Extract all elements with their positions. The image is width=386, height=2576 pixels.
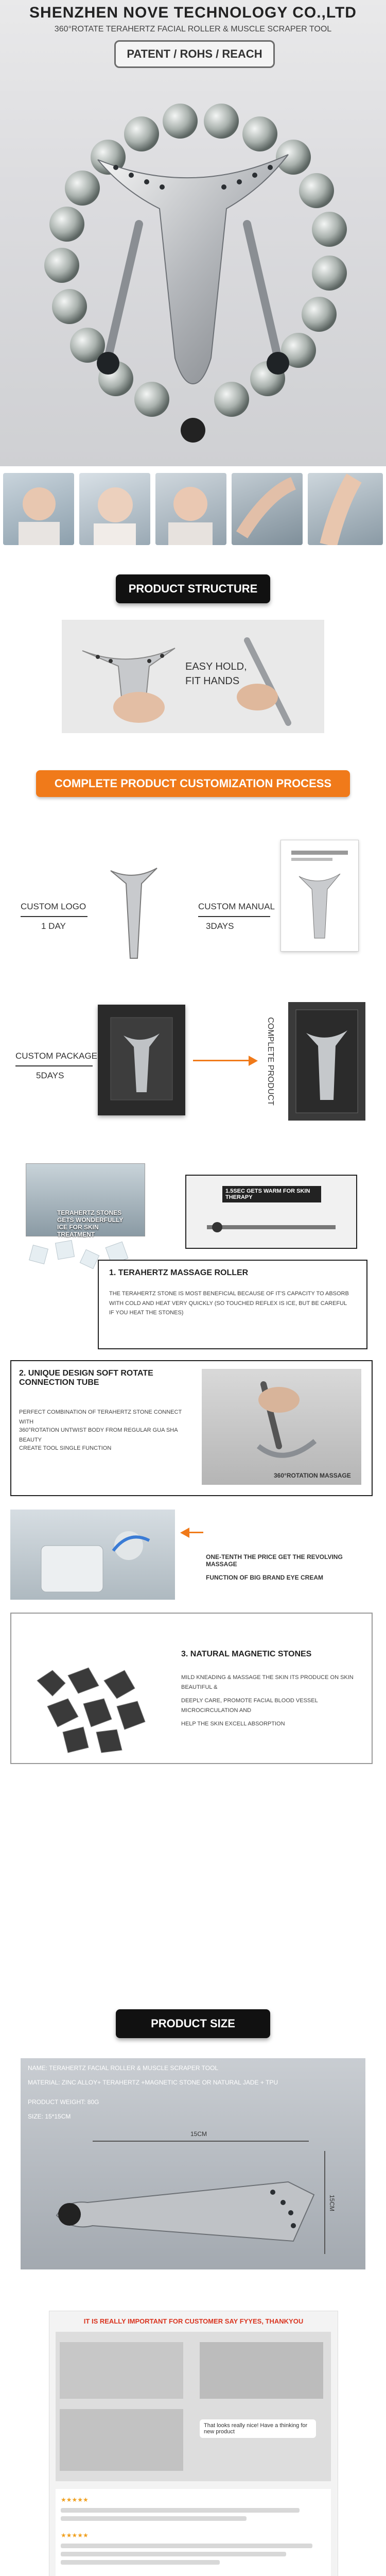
- customization-title: COMPLETE PRODUCT CUSTOMIZATION PROCESS: [36, 770, 350, 797]
- feature-2-card: [10, 1360, 373, 1496]
- custom-package-label: CUSTOM PACKAGE: [15, 1051, 98, 1061]
- feature-2-text-1: PERFECT COMBINATION OF TERAHERTZ STONE CONNECT WITH: [19, 1409, 182, 1425]
- review-item: [61, 2489, 326, 2521]
- thumbnail-3: [155, 473, 226, 545]
- feature-2-title: 2. UNIQUE DESIGN SOFT ROTATE CONNECTION TUBE: [19, 1369, 153, 1387]
- review-list: [56, 2489, 331, 2576]
- feature-1-title: 1. TERAHERTZ MASSAGE ROLLER: [109, 1268, 249, 1277]
- ice-caption: TERAHERTZ STONES GETS WONDERFULLY ICE FOR SKIN TREATMENT: [57, 1209, 124, 1238]
- feature-3-text-3: HELP THE SKIN EXCELL ABSORPTION: [181, 1721, 285, 1727]
- feature-2-text-2: 360°ROTATION UNTWIST BODY FROM REGULAR GUA SHA BEAUTY: [19, 1427, 178, 1443]
- width-dimension-line: [93, 2141, 309, 2142]
- chat-bubble: That looks really nice! Have a thinking for new product: [200, 2419, 316, 2438]
- hero-product-image: [21, 70, 365, 461]
- size-material: MATERIAL: ZINC ALLOY+ TERAHERTZ +MAGNETIC STONE OR NATURAL JADE + TPU: [28, 2079, 278, 2086]
- ice-photo: [26, 1163, 145, 1236]
- feature-3-text-1: MILD KNEADING & MASSAGE THE SKIN ITS PRODUCE ON SKIN BEAUTIFUL &: [181, 1674, 354, 1690]
- complete-product-box: [288, 1002, 365, 1121]
- size-name: NAME: TERAHERTZ FACIAL ROLLER & MUSCLE SCRAPER TOOL: [28, 2064, 219, 2072]
- size-panel: [21, 2058, 365, 2269]
- feature-3-text-2: DEEPLY CARE, PROMOTE FACIAL BLOOD VESSEL MICROCIRCULATION AND: [181, 1698, 318, 1714]
- feature-2-note-2: FUNCTION OF BIG BRAND EYE CREAM: [206, 1574, 323, 1581]
- complete-product-label: COMPLETE PRODUCT: [266, 1017, 275, 1106]
- feedback-panel: [49, 2311, 338, 2576]
- custom-logo-label: CUSTOM LOGO: [21, 902, 86, 911]
- custom-logo-product: [106, 855, 162, 969]
- magnetic-stones-photo: [16, 1650, 171, 1758]
- process-arrow-head: [249, 1056, 258, 1066]
- eye-cream-photo: [10, 1510, 175, 1600]
- warm-caption: 1.5SEC GETS WARM FOR SKIN THERAPY: [222, 1186, 321, 1202]
- structure-photo: [62, 620, 324, 733]
- width-label: 15CM: [190, 2130, 207, 2138]
- usage-thumbnail-strip: [0, 469, 386, 549]
- feature-2-note-1: ONE-TENTH THE PRICE GET THE REVOLVING MASSAGE: [206, 1553, 343, 1568]
- feedback-banner: IT IS REALLY IMPORTANT FOR CUSTOMER SAY FYYES, THANKYOU: [83, 2317, 304, 2325]
- feature-2-text-3: CREATE TOOL SINGLE FUNCTION: [19, 1445, 112, 1451]
- product-structure-section: [0, 616, 386, 739]
- certification-badge: PATENT / ROHS / REACH: [114, 40, 275, 68]
- custom-manual-time: 3DAYS: [206, 921, 234, 931]
- process-arrow-line: [193, 1060, 250, 1061]
- rotation-caption: 360°ROTATION MASSAGE: [274, 1472, 351, 1479]
- manual-booklet: [280, 840, 359, 952]
- review-item: [61, 2568, 326, 2576]
- caption-line-1: EASY HOLD,: [185, 661, 247, 672]
- rotation-photo: [202, 1369, 361, 1485]
- custom-logo-time: 1 DAY: [41, 921, 66, 931]
- thumbnail-1: [3, 473, 74, 545]
- height-dimension-line: [324, 2151, 325, 2254]
- roller-ball: [181, 418, 205, 443]
- feature-1-card: [98, 1260, 367, 1349]
- review-item: [61, 2524, 326, 2565]
- chat-screenshot: [56, 2332, 331, 2481]
- product-structure-title: PRODUCT STRUCTURE: [116, 574, 270, 603]
- company-name: SHENZHEN NOVE TECHNOLOGY CO.,LTD: [29, 4, 357, 21]
- customization-section: [0, 804, 386, 1139]
- hero-section: [0, 0, 386, 466]
- left-arm: [108, 224, 139, 358]
- caption-line-2: FIT HANDS: [185, 675, 240, 687]
- product-line: 360°ROTATE TERAHERTZ FACIAL ROLLER & MUSCLE SCRAPER TOOL: [54, 25, 332, 33]
- size-weight: PRODUCT WEIGHT: 80G: [28, 2098, 99, 2106]
- thumbnail-2: [79, 473, 150, 545]
- right-arm: [247, 224, 278, 358]
- custom-package-box: [98, 1005, 185, 1115]
- size-dimensions: SIZE: 15*15CM: [28, 2113, 71, 2120]
- height-label: 15CM: [328, 2195, 336, 2212]
- star-rating-icon: ★★★★★: [61, 2532, 89, 2539]
- custom-package-time: 5DAYS: [36, 1071, 64, 1080]
- product-size-section: [0, 2053, 386, 2272]
- product-size-title: PRODUCT SIZE: [116, 2009, 270, 2038]
- custom-manual-label: CUSTOM MANUAL: [198, 902, 275, 911]
- feature-3-card: [10, 1613, 373, 1764]
- feature-3-title: 3. NATURAL MAGNETIC STONES: [181, 1650, 312, 1658]
- star-rating-icon: ★★★★★: [61, 2496, 89, 2503]
- feature-1-text: THE TERAHERTZ STONE IS MOST BENEFICIAL BECAUSE OF IT'S CAPACITY TO ABSORB WITH COLD AND HEAT VERY QUICKLY (SO TOUCHED REFLEX IS ICE, BUT BE CAREFUL IF YOU HEAT THE STONES): [109, 1291, 349, 1316]
- thumbnail-5: [308, 473, 383, 545]
- features-section: [0, 1154, 386, 1767]
- size-product-image: [51, 2154, 319, 2257]
- warm-photo: [185, 1175, 357, 1249]
- customer-feedback-section: [0, 2311, 386, 2576]
- thumbnail-4: [232, 473, 303, 545]
